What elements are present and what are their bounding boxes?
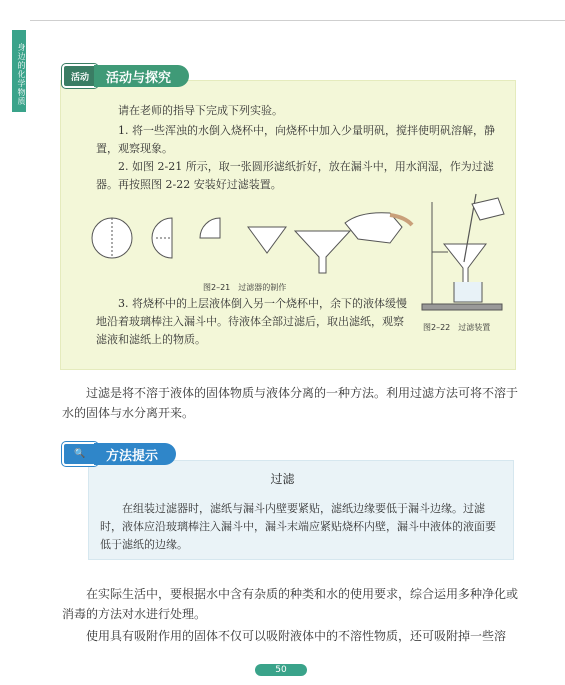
sidebar-chapter-tab: 身边的化学物质 [12,30,26,112]
filter-paper-half-icon [152,218,172,258]
filter-making-figure [90,205,415,290]
pouring-bottle-icon [345,213,412,243]
body-paragraph-2: 在实际生活中，要根据水中含有杂质的种类和水的使用要求，综合运用多种净化或消毒的方法对水进行处理。 [62,587,519,621]
fig-2-22-caption: 图2–22 过滤装置 [423,323,491,332]
filter-paper-circle-icon [92,218,132,258]
body-paragraph-3: 使用具有吸附作用的固体不仅可以吸附液体中的不溶性物质，还可吸附掉一些溶 [86,629,507,643]
top-rule [30,20,565,21]
magnifier-icon: 🔍 [62,442,98,466]
method-title: 方法提示 [94,443,176,465]
page-number: 50 [255,664,307,676]
activity-title: 活动与探究 [94,65,189,87]
activity-icon: 活动 [62,64,98,88]
activity-intro: 请在老师的指导下完成下列实验。 [118,104,283,117]
method-text: 在组装过滤器时，滤纸与漏斗内壁要紧贴，滤纸边缘要低于漏斗边缘。过滤时，液体应沿玻璃棒注入漏斗中，漏斗末端应紧贴烧杯内壁，漏斗中液体的液面要低于滤纸的边缘。 [100,502,496,551]
method-badge [62,442,176,466]
filter-apparatus-figure [418,192,510,317]
activity-step-3: 3. 将烧杯中的上层液体倒入另一个烧杯中，余下的液体缓慢地沿着玻璃棒注入漏斗中。待液体全部过滤后，取出滤纸，观察滤液和滤纸上的物质。 [96,297,407,346]
filter-paper-quarter-icon [200,218,220,238]
activity-badge [62,64,189,88]
activity-step-1: 1. 将一些浑浊的水倒入烧杯中，向烧杯中加入少量明矾，搅拌使明矾溶解，静置，观察现象。 [96,124,495,155]
funnel-icon [295,231,350,273]
method-subtitle: 过滤 [270,472,295,486]
body-paragraph-1: 过滤是将不溶于液体的固体物质与液体分离的一种方法。利用过滤方法可将不溶于水的固体与水分离开来。 [62,386,519,420]
fig-2-21-caption: 图2–21 过滤器的制作 [203,283,287,292]
activity-step-2: 2. 如图 2-21 所示，取一张圆形滤纸折好，放在漏斗中，用水润湿，作为过滤器。再按照图 2-22 安装好过滤装置。 [96,160,494,191]
filter-cone-icon [248,227,286,253]
